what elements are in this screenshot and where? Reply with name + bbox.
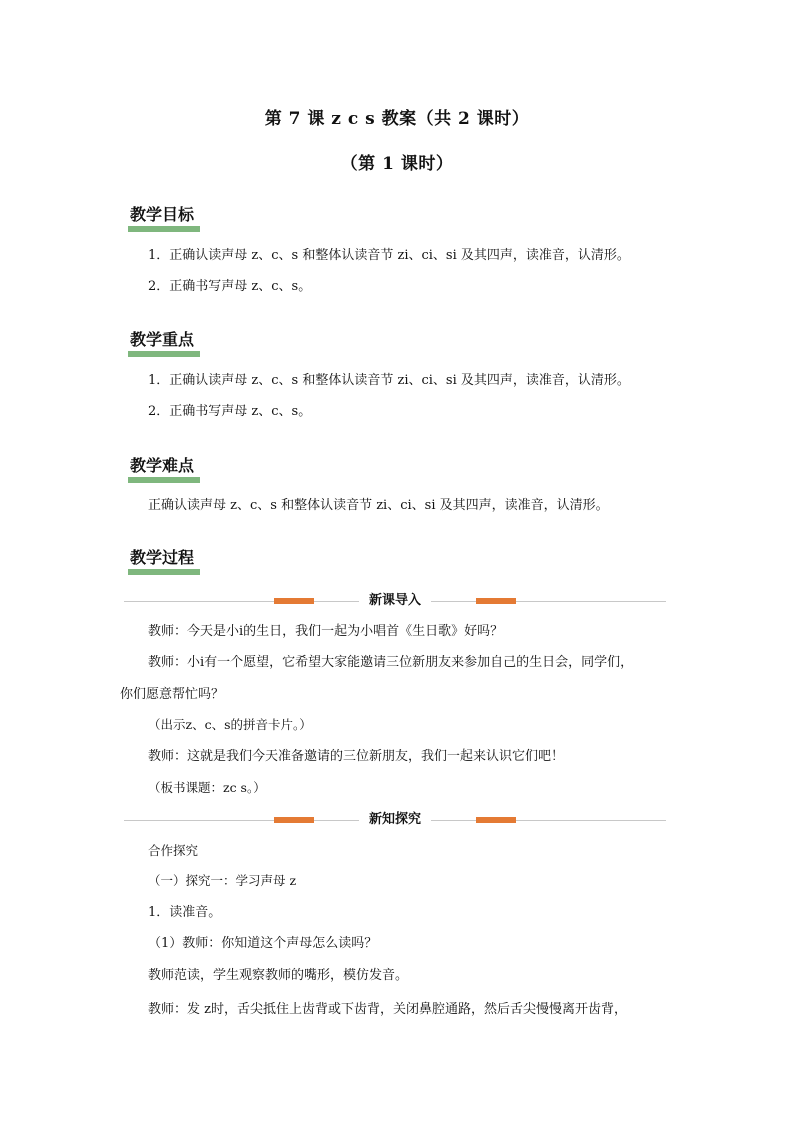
paragraph-line: 1．读准音。: [148, 905, 222, 920]
subsection-divider-explore: [124, 811, 666, 831]
paragraph-line: （一）探究一：学习声母 z: [148, 873, 297, 888]
heading-underline: [128, 569, 200, 575]
paragraph-line: 你们愿意帮忙吗？: [120, 687, 225, 702]
heading-underline: [128, 226, 200, 232]
document-subtitle: （第 1 课时）: [340, 154, 454, 174]
section-heading-key: [128, 329, 200, 353]
paragraph-line: （1）教师：你知道这个声母怎么读吗？: [148, 936, 378, 951]
heading-text: 教学过程: [130, 548, 195, 567]
paragraph-line: 教师范读，学生观察教师的嘴形，模仿发音。: [148, 968, 409, 983]
heading-text: 教学目标: [130, 205, 195, 224]
paragraph-line: 教师：发 z时，舌尖抵住上齿背或下齿背，关闭鼻腔通路，然后舌尖慢慢离开齿背，: [148, 1002, 627, 1017]
divider-label: 新知探究: [359, 812, 431, 827]
paragraph-line: 合作探究: [148, 843, 199, 858]
key-item: 2．正确书写声母 z、c、s。: [148, 404, 312, 419]
heading-text: 教学重点: [130, 330, 195, 349]
heading-underline: [128, 477, 200, 483]
paragraph-line: （出示z、c、s的拼音卡片。）: [148, 717, 312, 732]
heading-text: 教学难点: [130, 456, 195, 475]
paragraph-line: 教师：这就是我们今天准备邀请的三位新朋友，我们一起来认识它们吧！: [148, 749, 565, 764]
paragraph-line: 教师：小i有一个愿望，它希望大家能邀请三位新朋友来参加自己的生日会，同学们，: [148, 655, 634, 670]
section-heading-difficult: [128, 455, 200, 479]
divider-label: 新课导入: [359, 593, 431, 608]
section-heading-goals: [128, 204, 200, 228]
key-item: 1．正确认读声母 z、c、s 和整体认读音节 zi、ci、si 及其四声，读准音，认清形。: [148, 373, 630, 388]
paragraph-line: 教师：今天是小i的生日，我们一起为小唱首《生日歌》好吗？: [148, 624, 504, 639]
goal-item: 1．正确认读声母 z、c、s 和整体认读音节 zi、ci、si 及其四声，读准音，认清形。: [148, 248, 630, 263]
section-heading-process: [128, 547, 200, 571]
difficult-text: 正确认读声母 z、c、s 和整体认读音节 zi、ci、si 及其四声，读准音，认清形。: [148, 498, 609, 513]
paragraph-line: （板书课题：zc s。）: [148, 780, 266, 795]
goal-item: 2．正确书写声母 z、c、s。: [148, 279, 312, 294]
subsection-divider-intro: [124, 592, 666, 612]
document-title: 第 7 课 z c s 教案（共 2 课时）: [264, 109, 530, 129]
heading-underline: [128, 351, 200, 357]
